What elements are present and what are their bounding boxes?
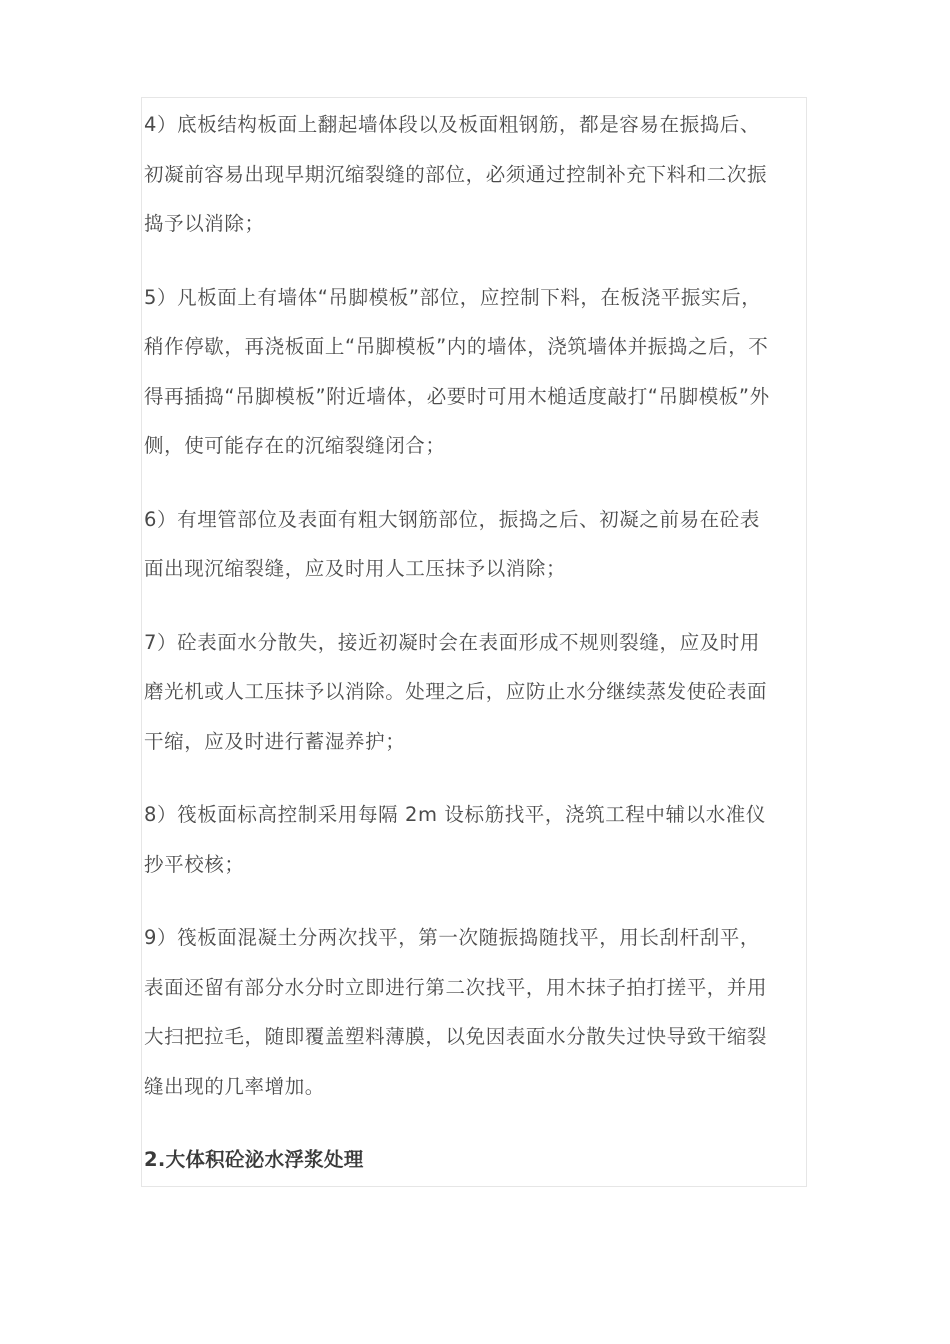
text-line: 干缩，应及时进行蓄湿养护； [144,729,406,753]
text-line: 侧，使可能存在的沉缩裂缝闭合； [144,434,446,457]
text-line: 7）砼表面水分散失，接近初凝时会在表面形成不规则裂缝，应及时用 [144,630,761,654]
text-line: 5）凡板面上有墙体“吊脚模板”部位，应控制下料，在板浇平振实后， [144,285,762,309]
text-line: 初凝前容易出现早期沉缩裂缝的部位，必须通过控制补充下料和二次振 [144,162,768,186]
list-item [144,913,812,1111]
list-item [144,273,812,471]
text-line: 大扫把拉毛，随即覆盖塑料薄膜，以免因表面水分散失过快导致干缩裂 [144,1025,768,1048]
text-line: 抄平校核； [144,852,245,876]
list-item [144,100,812,249]
text-line: 缝出现的几率增加。 [144,1074,325,1098]
list-item [144,618,812,767]
text-line: 4）底板结构板面上翻起墙体段以及板面粗钢筋，都是容易在振捣后、 [144,113,761,136]
text-line: 9）筏板面混凝土分两次找平，第一次随振捣随找平，用长刮杆刮平， [144,926,761,949]
list-item [144,495,812,594]
text-line: 表面还留有部分水分时立即进行第二次找平，用木抹子拍打搓平，并用 [144,975,768,999]
text-line: 6）有埋管部位及表面有粗大钢筋部位，振捣之后、初凝之前易在砼表 [144,507,761,531]
text-line: 8）筏板面标高控制采用每隔 2m 设标筋找平，浇筑工程中辅以水准仪 [144,803,767,826]
document-body [144,100,812,1185]
text-line: 稍作停歇，再浇板面上“吊脚模板”内的墙体，浇筑墙体并振捣之后，不 [144,335,769,358]
section-heading: 2.大体积砼泌水浮浆处理 [144,1148,364,1171]
text-line: 得再插捣“吊脚模板”附近墙体，必要时可用木槌适度敲打“吊脚模板”外 [144,384,770,408]
list-item [144,790,812,889]
text-line: 磨光机或人工压抹予以消除。处理之后，应防止水分继续蒸发使砼表面 [144,680,768,703]
text-line: 面出现沉缩裂缝，应及时用人工压抹予以消除； [144,557,567,580]
text-line: 捣予以消除； [144,212,265,235]
